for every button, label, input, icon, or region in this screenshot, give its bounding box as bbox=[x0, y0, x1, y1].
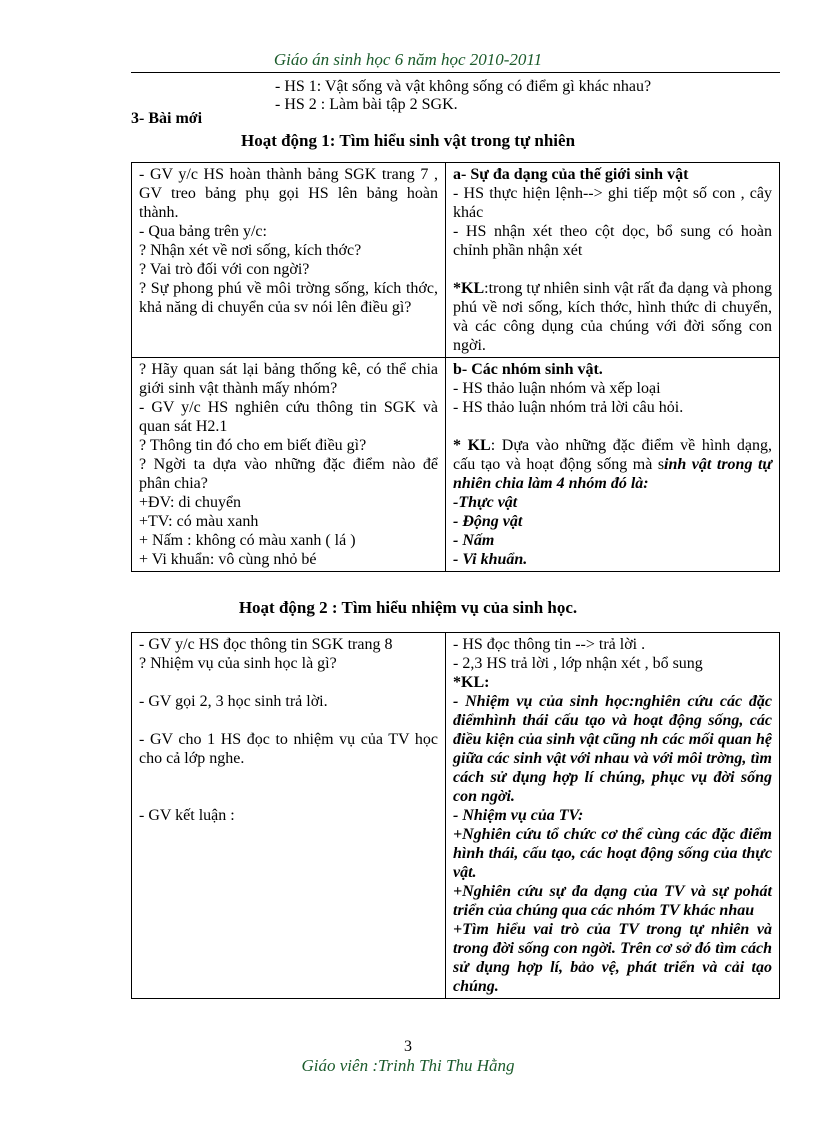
kl-label: *KL bbox=[453, 280, 485, 297]
activity1-table bbox=[131, 162, 780, 572]
page-header: Giáo án sinh học 6 năm học 2010-2011 bbox=[273, 50, 543, 69]
left-b-line: ? Hãy quan sát lại bảng thống kê, có thể chia giới sinh vật thành mấy nhóm? bbox=[139, 361, 438, 397]
header-rule bbox=[131, 72, 780, 73]
duty-paragraph: +Tìm hiểu vai trò của TV trong tự nhiên và trong đời sống con ngời. Trên cơ sở đó tìm cách sử dụng hợp lí, bảo vệ, phát triển và cải tạo chúng. bbox=[453, 921, 772, 995]
kl-bold-text: inh vật trong tự nhiên chia làm 4 nhóm đó là: bbox=[453, 456, 772, 492]
right-b-line: - HS thảo luận nhóm và xếp loại bbox=[453, 380, 661, 397]
left-b-line: ? Thông tin đó cho em biết điều gì? bbox=[139, 437, 367, 454]
kl-label: * KL bbox=[453, 437, 491, 454]
duty-paragraph: - Nhiệm vụ của TV: bbox=[453, 807, 584, 824]
left-line: - GV cho 1 HS đọc to nhiệm vụ của TV học cho cả lớp nghe. bbox=[139, 731, 438, 767]
left-a-line: ? Vai trò đối với con ngời? bbox=[139, 261, 310, 278]
left-a-line: - GV y/c HS hoàn thành bảng SGK trang 7 , GV treo bảng phụ gọi HS lên bảng hoàn thành. bbox=[139, 166, 438, 221]
page-number: 3 bbox=[404, 1038, 412, 1055]
left-line: - GV y/c HS đọc thông tin SGK trang 8 bbox=[139, 636, 393, 653]
activity1-row-b bbox=[132, 358, 780, 572]
kl-label: *KL: bbox=[453, 674, 490, 691]
kl-text: :trong tự nhiên sinh vật rất đa dạng và phong phú về nơi sống, kích thớc, hình thức di chuyển, và các công dụng của chúng với đời sống con ngời. bbox=[453, 280, 772, 354]
left-b-line: + Nấm : không có màu xanh ( lá ) bbox=[139, 532, 356, 549]
right-line: - HS đọc thông tin --> trả lời . bbox=[453, 636, 646, 653]
left-b-line: + Vi khuẩn: vô cùng nhỏ bé bbox=[139, 551, 317, 568]
left-a-line: - Qua bảng trên y/c: bbox=[139, 223, 267, 240]
right-a-line: - HS thực hiện lệnh--> ghi tiếp một số con , cây khác bbox=[453, 185, 772, 221]
left-a-line: ? Nhận xét về nơi sống, kích thớc? bbox=[139, 242, 362, 259]
right-b-conclusion bbox=[453, 436, 772, 493]
right-a-heading: a- Sự đa dạng của thế giới sinh vật bbox=[453, 166, 689, 183]
duty-paragraph: - Nhiệm vụ của sinh học:nghiên cứu các đặc điểmhình thái cấu tạo và hoạt động sống, các điều kiện của sinh vật cũng nh các mối quan hệ giữa các sinh vật với nhau và với môi trờng, tìm cách sử dụng hợp lí chúng, phục vụ đời sống con ngời. bbox=[453, 693, 772, 805]
left-b-line: - GV y/c HS nghiên cứu thông tin SGK và quan sát H2.1 bbox=[139, 399, 438, 435]
left-line: - GV kết luận : bbox=[139, 807, 235, 824]
left-line: ? Nhiệm vụ của sinh học là gì? bbox=[139, 655, 337, 672]
left-b-line: +ĐV: di chuyển bbox=[139, 494, 242, 511]
right-line: - 2,3 HS trả lời , lớp nhận xét , bổ sung bbox=[453, 655, 703, 672]
section-title: 3- Bài mới bbox=[131, 110, 203, 127]
activity2-title: Hoạt động 2 : Tìm hiểu nhiệm vụ của sinh học. bbox=[238, 598, 578, 617]
kl-text: : Dựa vào những đặc điểm về hình dạng, cấu tạo và hoạt động sống mà s bbox=[453, 437, 772, 473]
right-b-line: - HS thảo luận nhóm trả lời câu hỏi. bbox=[453, 399, 684, 416]
activity1-teacher-b bbox=[132, 358, 446, 572]
activity1-student-a bbox=[446, 163, 780, 358]
right-a-conclusion bbox=[453, 279, 772, 355]
activity2-table bbox=[131, 632, 780, 999]
activity1-row-a bbox=[132, 163, 780, 358]
right-b-heading: b- Các nhóm sinh vật. bbox=[453, 361, 603, 378]
old-lesson-q1: - HS 1: Vật sống và vật không sống có điểm gì khác nhau? bbox=[275, 78, 652, 95]
group-item: - Nấm bbox=[453, 532, 495, 549]
activity2-row bbox=[132, 633, 780, 999]
activity2-student bbox=[446, 633, 780, 999]
left-b-line: +TV: có màu xanh bbox=[139, 513, 259, 530]
group-item: -Thực vật bbox=[453, 494, 518, 511]
group-item: - Động vật bbox=[453, 513, 523, 530]
activity1-student-b bbox=[446, 358, 780, 572]
left-a-line: ? Sự phong phú về môi trờng sống, kích thớc, khả năng di chuyển của sv nói lên điều gì? bbox=[139, 280, 438, 316]
duty-paragraph: +Nghiên cứu tổ chức cơ thể cùng các đặc điểm hình thái, cấu tạo, các hoạt động sống của thực vật. bbox=[453, 826, 772, 881]
left-line: - GV gọi 2, 3 học sinh trả lời. bbox=[139, 693, 328, 710]
old-lesson-q2: - HS 2 : Làm bài tập 2 SGK. bbox=[275, 96, 458, 113]
activity1-teacher-a bbox=[132, 163, 446, 358]
activity1-title: Hoạt động 1: Tìm hiểu sinh vật trong tự nhiên bbox=[240, 131, 576, 150]
left-b-line: ? Ngời ta dựa vào những đặc điểm nào để phân chia? bbox=[139, 456, 438, 492]
right-a-line: - HS nhận xét theo cột dọc, bổ sung có hoàn chỉnh phần nhận xét bbox=[453, 223, 772, 259]
group-item: - Vi khuẩn. bbox=[453, 551, 528, 568]
activity2-teacher bbox=[132, 633, 446, 999]
page-footer: Giáo viên :Trinh Thi Thu Hằng bbox=[301, 1056, 515, 1075]
duty-paragraph: +Nghiên cứu sự đa dạng của TV và sự pohát triển của chúng qua các nhóm TV khác nhau bbox=[453, 883, 772, 919]
